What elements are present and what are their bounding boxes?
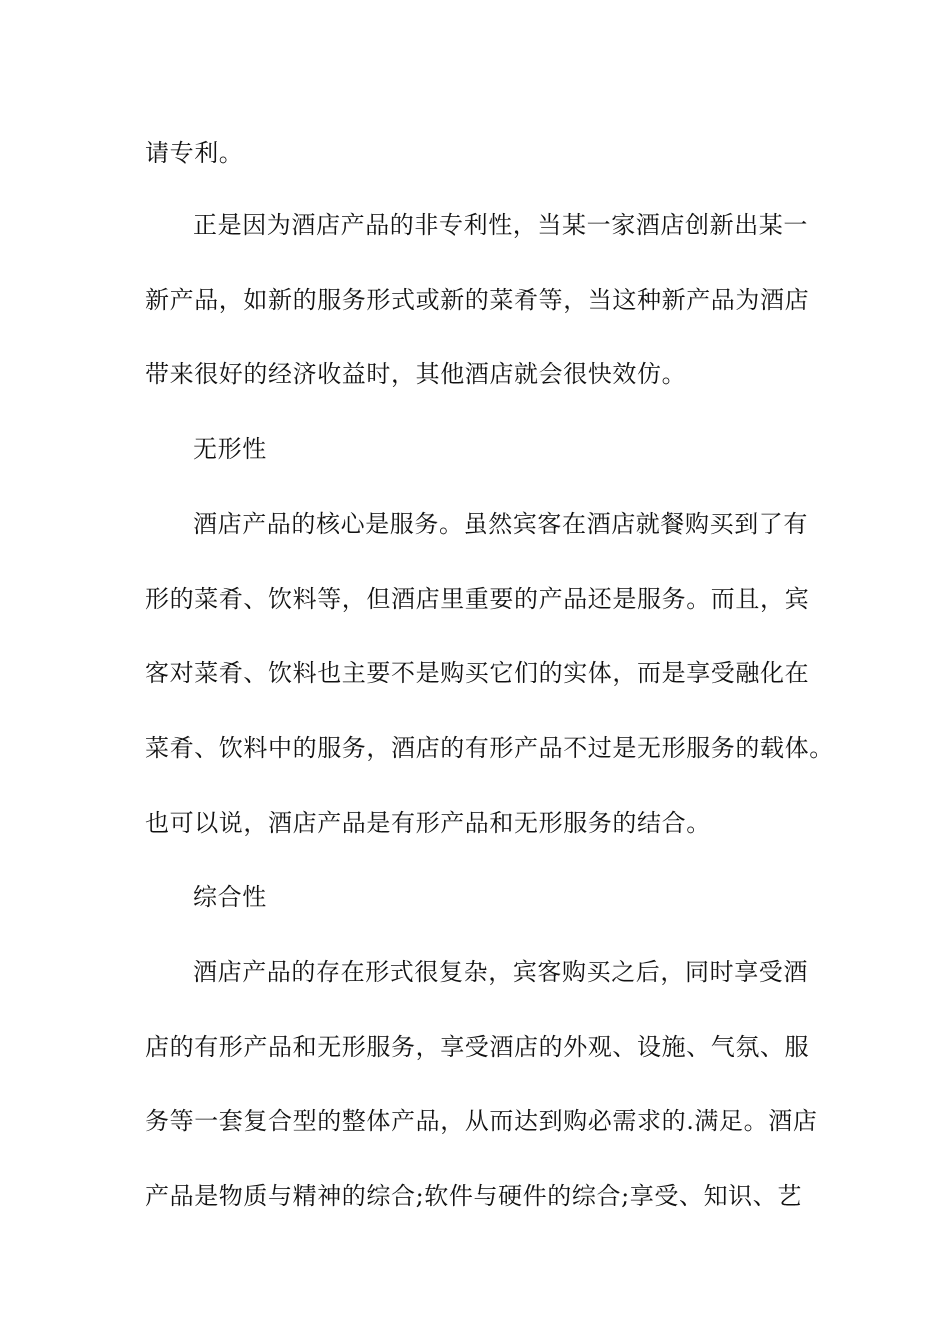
- section-heading: 无形性: [193, 435, 267, 463]
- text-line: 务等一套复合型的整体产品，从而达到购必需求的.满足。酒店: [145, 1107, 818, 1135]
- text-line: 新产品，如新的服务形式或新的菜肴等，当这种新产品为酒店: [145, 286, 810, 314]
- text-line: 带来很好的经济收益时，其他酒店就会很快效仿。: [145, 360, 687, 388]
- section-heading: 综合性: [193, 883, 267, 911]
- paragraph-start-line: 酒店产品的存在形式很复杂，宾客购买之后，同时享受酒: [193, 958, 808, 986]
- paragraph-start-line: 酒店产品的核心是服务。虽然宾客在酒店就餐购买到了有: [193, 510, 808, 538]
- text-line: 产品是物质与精神的综合;软件与硬件的综合;享受、知识、艺: [145, 1182, 802, 1210]
- text-line: 也可以说，酒店产品是有形产品和无形服务的结合。: [145, 809, 711, 837]
- text-line: 请专利。: [145, 139, 244, 167]
- paragraph-start-line: 正是因为酒店产品的非专利性，当某一家酒店创新出某一: [193, 211, 808, 239]
- text-line: 店的有形产品和无形服务，享受酒店的外观、设施、气氛、服: [145, 1033, 810, 1061]
- text-line: 菜肴、饮料中的服务，酒店的有形产品不过是无形服务的载体。: [145, 734, 834, 762]
- text-line: 形的菜肴、饮料等，但酒店里重要的产品还是服务。而且，宾: [145, 585, 810, 613]
- text-line: 客对菜肴、饮料也主要不是购买它们的实体，而是享受融化在: [145, 659, 810, 687]
